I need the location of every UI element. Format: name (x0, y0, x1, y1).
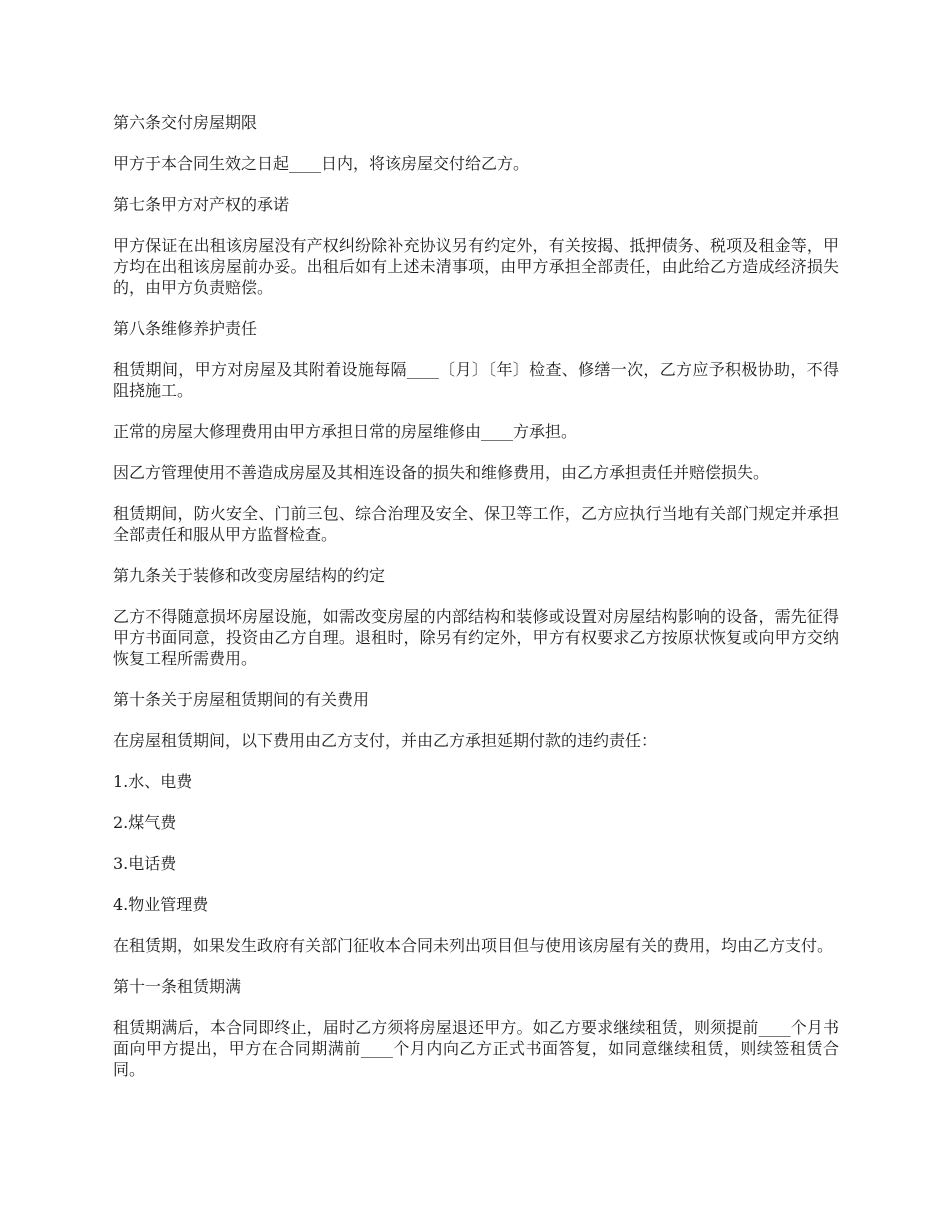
heading-article-6: 第六条交付房屋期限 (113, 113, 258, 132)
paragraph-repair-costs: 正常的房屋大修理费用由甲方承担日常的房屋维修由____方承担。 (113, 422, 578, 441)
paragraph-fees-intro: 在房屋租赁期间，以下费用由乙方支付，并由乙方承担延期付款的违约责任： (113, 731, 658, 750)
heading-article-8: 第八条维修养护责任 (113, 319, 258, 338)
paragraph-property-rights: 甲方保证在出租该房屋没有产权纠纷除补充协议另有约定外，有关按揭、抵押债务、税项及租金等，甲方均在出租该房屋前办妥。出租后如有上述未清事项，由甲方承担全部责任，由此给乙方造成经济损失的，由甲方负责赔偿。 (113, 236, 839, 297)
heading-article-9: 第九条关于装修和改变房屋结构的约定 (113, 566, 386, 585)
document-body (113, 112, 839, 1100)
paragraph-government-fees: 在租赁期，如果发生政府有关部门征收本合同未列出项目但与使用该房屋有关的费用，均由乙方支付。 (113, 936, 834, 955)
heading-article-11: 第十一条租赁期满 (113, 977, 242, 996)
paragraph-delivery-deadline: 甲方于本合同生效之日起____日内，将该房屋交付给乙方。 (113, 154, 530, 173)
list-item-fee-2: 2.煤气费 (113, 813, 177, 832)
paragraph-inspection: 租赁期间，甲方对房屋及其附着设施每隔____〔月〕〔年〕检查、修缮一次，乙方应予积极协助，不得阻挠施工。 (113, 360, 839, 400)
paragraph-safety-duties: 租赁期间，防火安全、门前三包、综合治理及安全、保卫等工作，乙方应执行当地有关部门规定并承担全部责任和服从甲方监督检查。 (113, 504, 839, 544)
heading-article-7: 第七条甲方对产权的承诺 (113, 195, 290, 214)
list-item-fee-4: 4.物业管理费 (113, 895, 209, 914)
paragraph-lease-expiry: 租赁期满后，本合同即终止，届时乙方须将房屋退还甲方。如乙方要求继续租赁，则须提前____个月书面向甲方提出，甲方在合同期满前____个月内向乙方正式书面答复，如同意继续租赁，则续签租赁合同。 (113, 1018, 839, 1079)
heading-article-10: 第十条关于房屋租赁期间的有关费用 (113, 690, 370, 709)
paragraph-damage-liability: 因乙方管理使用不善造成房屋及其相连设备的损失和维修费用，由乙方承担责任并赔偿损失。 (113, 463, 770, 482)
paragraph-renovation: 乙方不得随意损坏房屋设施，如需改变房屋的内部结构和装修或设置对房屋结构影响的设备，需先征得甲方书面同意，投资由乙方自理。退租时，除另有约定外，甲方有权要求乙方按原状恢复或向甲方交纳恢复工程所需费用。 (113, 607, 839, 668)
list-item-fee-3: 3.电话费 (113, 854, 177, 873)
list-item-fee-1: 1.水、电费 (113, 772, 193, 791)
